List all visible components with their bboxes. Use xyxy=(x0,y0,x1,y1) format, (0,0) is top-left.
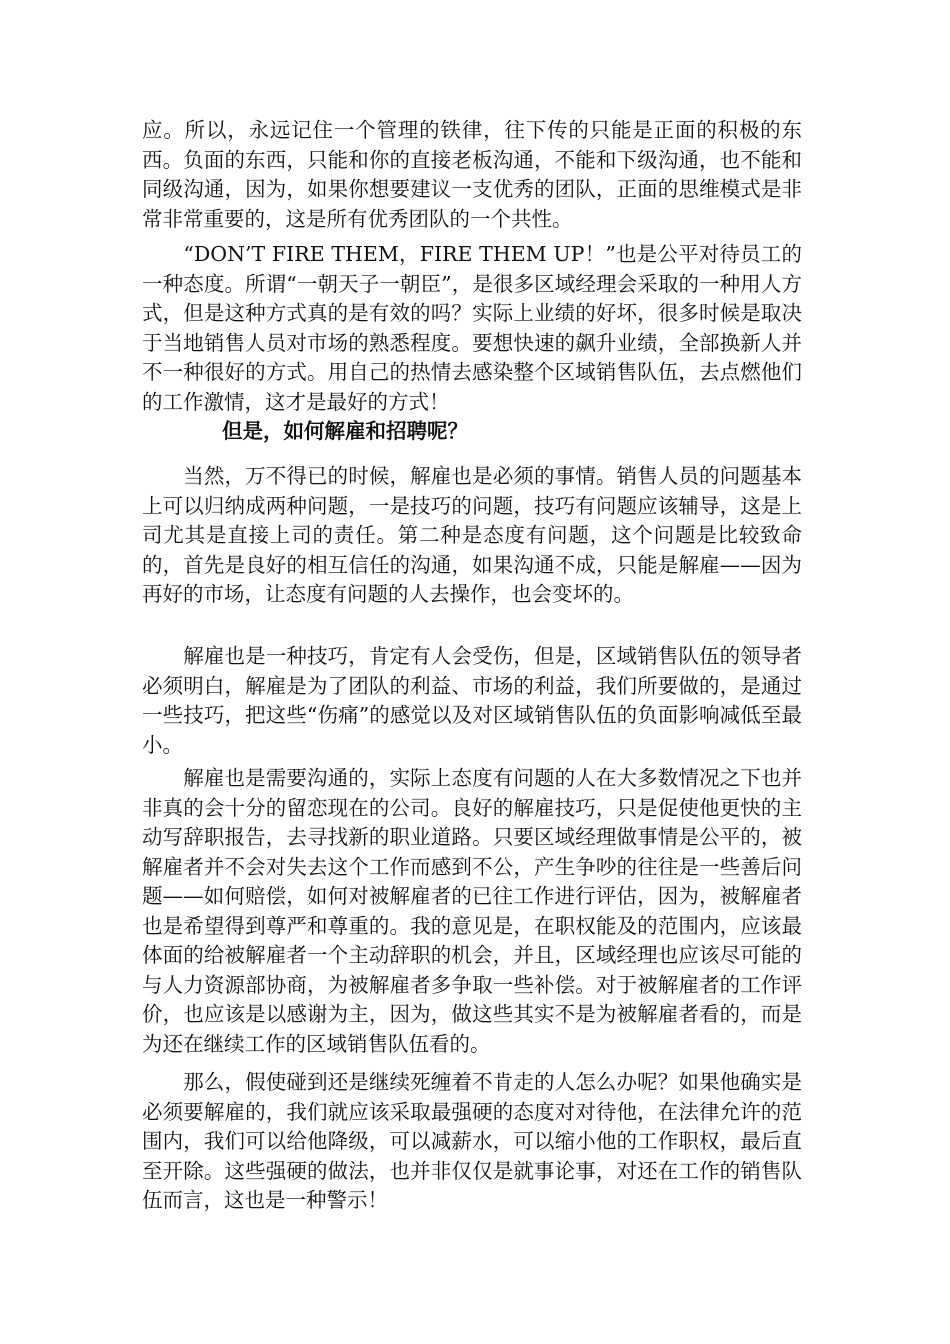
paragraph-dismissal-necessity: 当然，万不得已的时候，解雇也是必须的事情。销售人员的问题基本上可以归纳成两种问题，一是技巧的问题，技巧有问题应该辅导，这是上司尤其是直接上司的责任。第二种是态度有问题，这个问题是比较致命的，首先是良好的相互信任的沟通，如果沟通不成，只能是解雇——因为再好的市场，让态度有问题的人去操作，也会变坏的。 xyxy=(142,464,802,606)
section-heading: 但是，如何解雇和招聘呢？ xyxy=(222,419,468,443)
paragraph-dismissal-skill: 解雇也是一种技巧，肯定有人会受伤，但是，区域销售队伍的领导者必须明白，解雇是为了团队的利益、市场的利益，我们所要做的，是通过一些技巧，把这些“伤痛”的感觉以及对区域销售队伍的负面影响减低至最小。 xyxy=(142,644,802,757)
paragraph-dismissal-communication: 解雇也是需要沟通的，实际上态度有问题的人在大多数情况之下也并非真的会十分的留恋现在的公司。良好的解雇技巧，只是促使他更快的主动写辞职报告，去寻找新的职业道路。只要区域经理做事情是公平的，被解雇者并不会对失去这个工作而感到不公，产生争吵的往往是一些善后问题——如何赔偿，如何对被解雇者的已往工作进行评估，因为，被解雇者也是希望得到尊严和尊重的。我的意见是，在职权能及的范围内，应该最体面的给被解雇者一个主动辞职的机会，并且，区域经理也应该尽可能的与人力资源部协商，为被解雇者多争取一些补偿。对于被解雇者的工作评价，也应该是以感谢为主，因为，做这些其实不是为被解雇者看的，而是为还在继续工作的区域销售队伍看的。 xyxy=(142,766,802,1056)
paragraph-fire-them-up: “DON’T FIRE THEM，FIRE THEM UP！”也是公平对待员工的一种态度。所谓“一朝天子一朝臣”，是很多区域经理会采取的一种用人方式，但是这种方式真的是有效的吗？实际上业绩的好坏，很多时候是取决于当地销售人员对市场的熟悉程度。要想快速的飙升业绩，全部换新人并不一种很好的方式。用自己的热情去感染整个区域销售队伍，去点燃他们的工作激情，这才是最好的方式！ xyxy=(142,242,802,414)
paragraph-hardline-approach: 那么，假使碰到还是继续死缠着不肯走的人怎么办呢？如果他确实是必须要解雇的，我们就应该采取最强硬的态度对对待他，在法律允许的范围内，我们可以给他降级，可以减薪水，可以缩小他的工作职权，最后直至开除。这些强硬的做法，也并非仅仅是就事论事，对还在工作的销售队伍而言，这也是一种警示！ xyxy=(142,1070,802,1212)
paragraph-continuation: 应。所以，永远记住一个管理的铁律，往下传的只能是正面的积极的东西。负面的东西，只能和你的直接老板沟通，不能和下级沟通，也不能和同级沟通，因为，如果你想要建议一支优秀的团队，正面的思维模式是非常非常重要的，这是所有优秀团队的一个共性。 xyxy=(142,118,802,231)
